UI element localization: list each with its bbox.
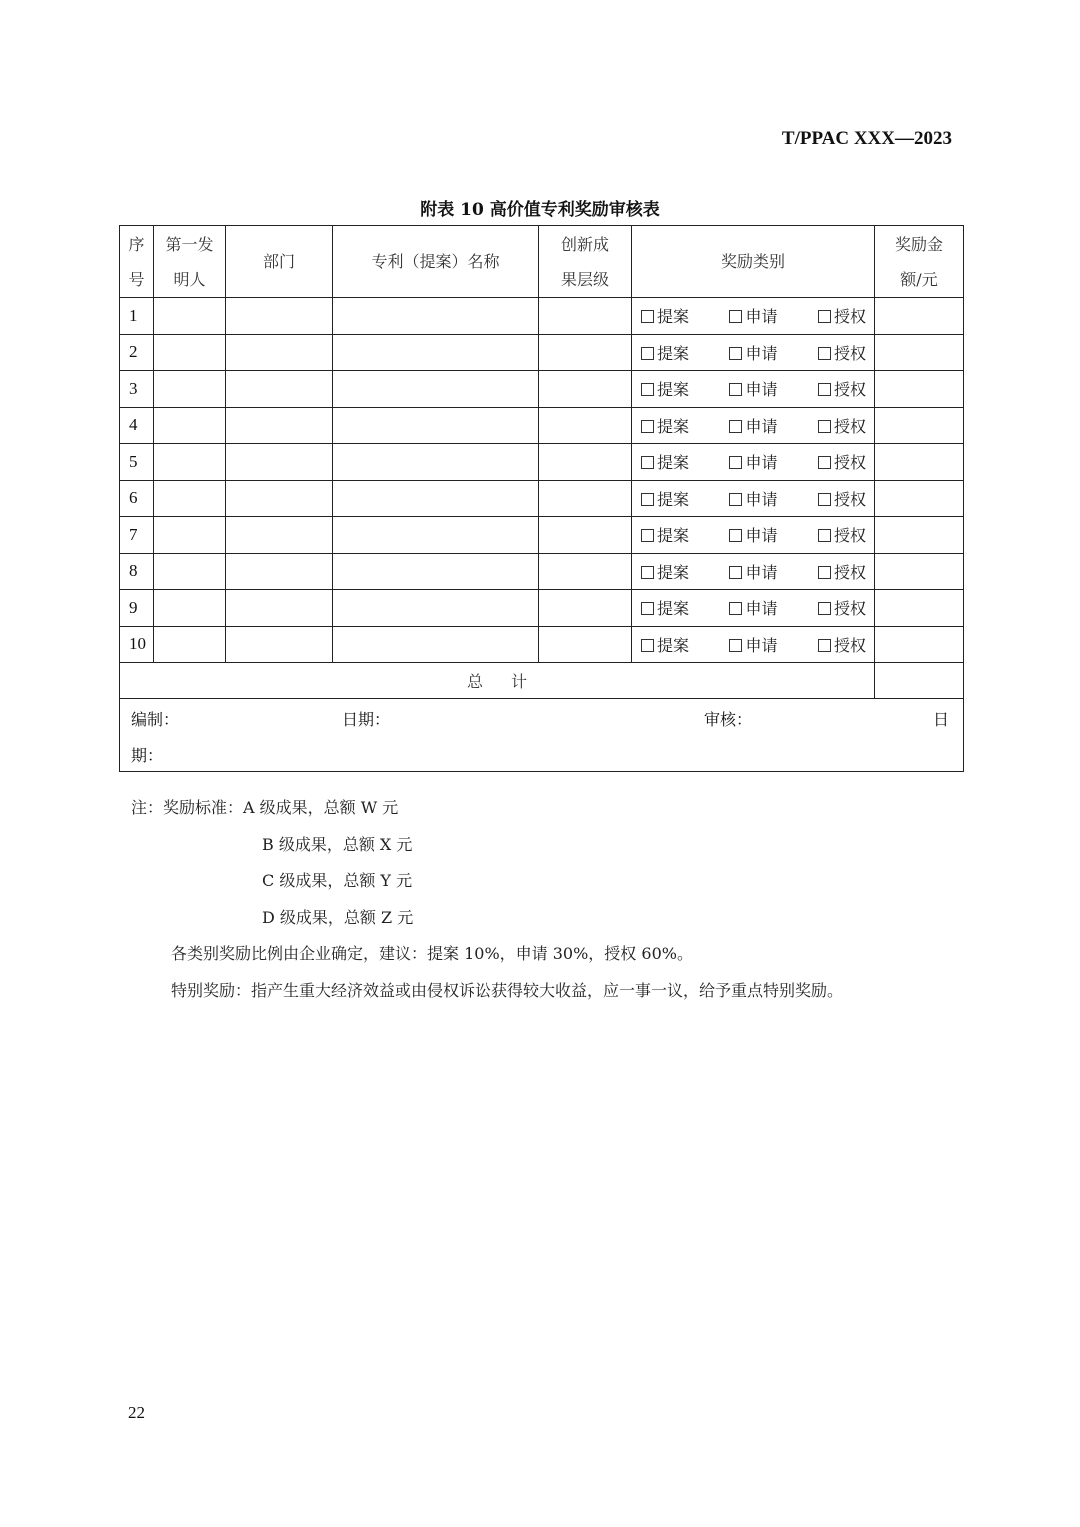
checkbox-icon[interactable]	[818, 456, 831, 469]
checkbox-icon[interactable]	[818, 420, 831, 433]
header-patent-name: 专利（提案）名称	[333, 226, 539, 298]
amount-cell[interactable]	[875, 334, 964, 371]
inventor-cell[interactable]	[154, 334, 226, 371]
inventor-cell[interactable]	[154, 371, 226, 408]
table-row	[120, 371, 964, 408]
inventor-cell[interactable]	[154, 444, 226, 481]
category-cell	[632, 298, 875, 335]
checkbox-icon[interactable]	[818, 383, 831, 396]
dept-cell[interactable]	[226, 407, 333, 444]
dept-cell[interactable]	[226, 517, 333, 554]
category-cell	[632, 480, 875, 517]
checkbox-icon[interactable]	[641, 566, 654, 579]
note-line: 各类别奖励比例由企业确定，建议：提案 10%，申请 30%，授权 60%。	[171, 944, 693, 963]
inventor-cell[interactable]	[154, 407, 226, 444]
table-row	[120, 407, 964, 444]
checkbox-icon[interactable]	[729, 383, 742, 396]
checkbox-icon[interactable]	[818, 529, 831, 542]
dept-cell[interactable]	[226, 626, 333, 663]
checkbox-icon[interactable]	[641, 529, 654, 542]
row-number: 2	[120, 334, 154, 371]
row-number: 5	[120, 444, 154, 481]
category-option-1[interactable]: 申请	[729, 560, 777, 583]
total-amount-cell[interactable]	[875, 663, 964, 699]
category-cell	[632, 444, 875, 481]
category-option-0[interactable]: 提案	[641, 341, 689, 364]
row-number: 9	[120, 590, 154, 627]
category-option-1[interactable]: 申请	[729, 341, 777, 364]
amount-cell[interactable]	[875, 553, 964, 590]
category-option-0[interactable]: 提案	[641, 450, 689, 473]
table-title: 附表 10 高价值专利奖励审核表	[420, 200, 660, 220]
category-option-0[interactable]: 提案	[641, 596, 689, 619]
level-cell[interactable]	[539, 480, 632, 517]
inventor-cell[interactable]	[154, 298, 226, 335]
level-cell[interactable]	[539, 590, 632, 627]
level-cell[interactable]	[539, 334, 632, 371]
category-option-1[interactable]: 申请	[729, 377, 777, 400]
amount-cell[interactable]	[875, 590, 964, 627]
level-cell[interactable]	[539, 371, 632, 408]
inventor-cell[interactable]	[154, 590, 226, 627]
amount-cell[interactable]	[875, 626, 964, 663]
signature-row	[120, 699, 964, 772]
patent-name-cell[interactable]	[333, 553, 539, 590]
row-number: 10	[120, 626, 154, 663]
note-line: B 级成果，总额 X 元	[262, 834, 413, 854]
inventor-cell[interactable]	[154, 626, 226, 663]
category-option-2[interactable]: 授权	[818, 341, 866, 364]
category-option-1[interactable]: 申请	[729, 414, 777, 437]
checkbox-icon[interactable]	[818, 602, 831, 615]
date-label: 日期：	[342, 710, 391, 729]
amount-cell[interactable]	[875, 407, 964, 444]
amount-cell[interactable]	[875, 298, 964, 335]
checkbox-icon[interactable]	[818, 310, 831, 323]
row-number: 1	[120, 298, 154, 335]
category-option-0[interactable]: 提案	[641, 633, 689, 656]
header-category: 奖励类别	[632, 226, 875, 298]
review-date-label-part1: 日	[932, 710, 949, 729]
row-number: 7	[120, 517, 154, 554]
dept-cell[interactable]	[226, 444, 333, 481]
row-number: 3	[120, 371, 154, 408]
header-dept: 部门	[226, 226, 333, 298]
category-option-0[interactable]: 提案	[641, 414, 689, 437]
patent-name-cell[interactable]	[333, 480, 539, 517]
table-row	[120, 444, 964, 481]
amount-cell[interactable]	[875, 371, 964, 408]
category-option-0[interactable]: 提案	[641, 523, 689, 546]
notes-section	[131, 790, 843, 1009]
category-option-2[interactable]: 授权	[818, 633, 866, 656]
category-cell	[632, 517, 875, 554]
dept-cell[interactable]	[226, 334, 333, 371]
category-option-2[interactable]: 授权	[818, 304, 866, 327]
review-date-label-part2: 期：	[131, 746, 164, 765]
level-cell[interactable]	[539, 407, 632, 444]
category-cell	[632, 626, 875, 663]
category-cell	[632, 590, 875, 627]
patent-name-cell[interactable]	[333, 444, 539, 481]
dept-cell[interactable]	[226, 553, 333, 590]
inventor-cell[interactable]	[154, 480, 226, 517]
inventor-cell[interactable]	[154, 553, 226, 590]
checkbox-icon[interactable]	[729, 493, 742, 506]
header-amount: 奖励金 额/元	[875, 226, 964, 298]
note-line: C 级成果，总额 Y 元	[262, 871, 413, 890]
category-cell	[632, 407, 875, 444]
level-cell[interactable]	[539, 553, 632, 590]
patent-name-cell[interactable]	[333, 626, 539, 663]
table-row	[120, 334, 964, 371]
category-option-2[interactable]: 授权	[818, 523, 866, 546]
table-header-row	[120, 226, 964, 298]
dept-cell[interactable]	[226, 298, 333, 335]
category-option-0[interactable]: 提案	[641, 377, 689, 400]
category-option-1[interactable]: 申请	[729, 596, 777, 619]
category-cell	[632, 553, 875, 590]
checkbox-icon[interactable]	[818, 566, 831, 579]
reviewer-label: 审核：	[704, 710, 753, 729]
award-review-table	[119, 225, 964, 772]
patent-name-cell[interactable]	[333, 371, 539, 408]
dept-cell[interactable]	[226, 590, 333, 627]
patent-name-cell[interactable]	[333, 298, 539, 335]
category-cell	[632, 334, 875, 371]
header-level: 创新成 果层级	[539, 226, 632, 298]
table-row	[120, 480, 964, 517]
category-option-2[interactable]: 授权	[818, 560, 866, 583]
category-option-2[interactable]: 授权	[818, 487, 866, 510]
patent-name-cell[interactable]	[333, 590, 539, 627]
row-number: 4	[120, 407, 154, 444]
category-option-1[interactable]: 申请	[729, 487, 777, 510]
checkbox-icon[interactable]	[818, 493, 831, 506]
patent-name-cell[interactable]	[333, 407, 539, 444]
checkbox-icon[interactable]	[641, 383, 654, 396]
category-option-1[interactable]: 申请	[729, 523, 777, 546]
checkbox-icon[interactable]	[641, 456, 654, 469]
table-row	[120, 590, 964, 627]
inventor-cell[interactable]	[154, 517, 226, 554]
compiled-by-label: 编制：	[131, 710, 180, 729]
amount-cell[interactable]	[875, 444, 964, 481]
checkbox-icon[interactable]	[641, 493, 654, 506]
checkbox-icon[interactable]	[641, 310, 654, 323]
level-cell[interactable]	[539, 626, 632, 663]
category-option-1[interactable]: 申请	[729, 450, 777, 473]
checkbox-icon[interactable]	[729, 420, 742, 433]
row-number: 6	[120, 480, 154, 517]
checkbox-icon[interactable]	[729, 639, 742, 652]
checkbox-icon[interactable]	[818, 639, 831, 652]
category-option-2[interactable]: 授权	[818, 596, 866, 619]
checkbox-icon[interactable]	[641, 347, 654, 360]
category-option-2[interactable]: 授权	[818, 450, 866, 473]
amount-cell[interactable]	[875, 480, 964, 517]
note-line: 特别奖励：指产生重大经济效益或由侵权诉讼获得较大收益，应一事一议，给予重点特别奖励。	[171, 980, 844, 1000]
category-cell	[632, 371, 875, 408]
checkbox-icon[interactable]	[729, 529, 742, 542]
category-option-0[interactable]: 提案	[641, 304, 689, 327]
checkbox-icon[interactable]	[641, 420, 654, 433]
table-row	[120, 553, 964, 590]
checkbox-icon[interactable]	[729, 602, 742, 615]
table-row	[120, 298, 964, 335]
checkbox-icon[interactable]	[818, 347, 831, 360]
page-number: 22	[128, 1403, 145, 1422]
checkbox-icon[interactable]	[641, 639, 654, 652]
header-seq: 序 号	[120, 226, 154, 298]
header-inventor: 第一发 明人	[154, 226, 226, 298]
checkbox-icon[interactable]	[641, 602, 654, 615]
table-row	[120, 517, 964, 554]
checkbox-icon[interactable]	[729, 456, 742, 469]
table-row	[120, 626, 964, 663]
note-line: D 级成果，总额 Z 元	[262, 907, 414, 927]
checkbox-icon[interactable]	[729, 310, 742, 323]
category-option-2[interactable]: 授权	[818, 414, 866, 437]
category-option-0[interactable]: 提案	[641, 560, 689, 583]
dept-cell[interactable]	[226, 480, 333, 517]
category-option-0[interactable]: 提案	[641, 487, 689, 510]
level-cell[interactable]	[539, 444, 632, 481]
checkbox-icon[interactable]	[729, 566, 742, 579]
level-cell[interactable]	[539, 517, 632, 554]
amount-cell[interactable]	[875, 517, 964, 554]
checkbox-icon[interactable]	[729, 347, 742, 360]
level-cell[interactable]	[539, 298, 632, 335]
category-option-1[interactable]: 申请	[729, 304, 777, 327]
dept-cell[interactable]	[226, 371, 333, 408]
standard-code: T/PPAC XXX—2023	[781, 128, 952, 149]
patent-name-cell[interactable]	[333, 334, 539, 371]
total-label: 总计	[120, 663, 875, 699]
row-number: 8	[120, 553, 154, 590]
note-line: 注：奖励标准：A 级成果，总额 W 元	[131, 798, 399, 817]
total-row	[120, 663, 964, 699]
category-option-2[interactable]: 授权	[818, 377, 866, 400]
patent-name-cell[interactable]	[333, 517, 539, 554]
category-option-1[interactable]: 申请	[729, 633, 777, 656]
